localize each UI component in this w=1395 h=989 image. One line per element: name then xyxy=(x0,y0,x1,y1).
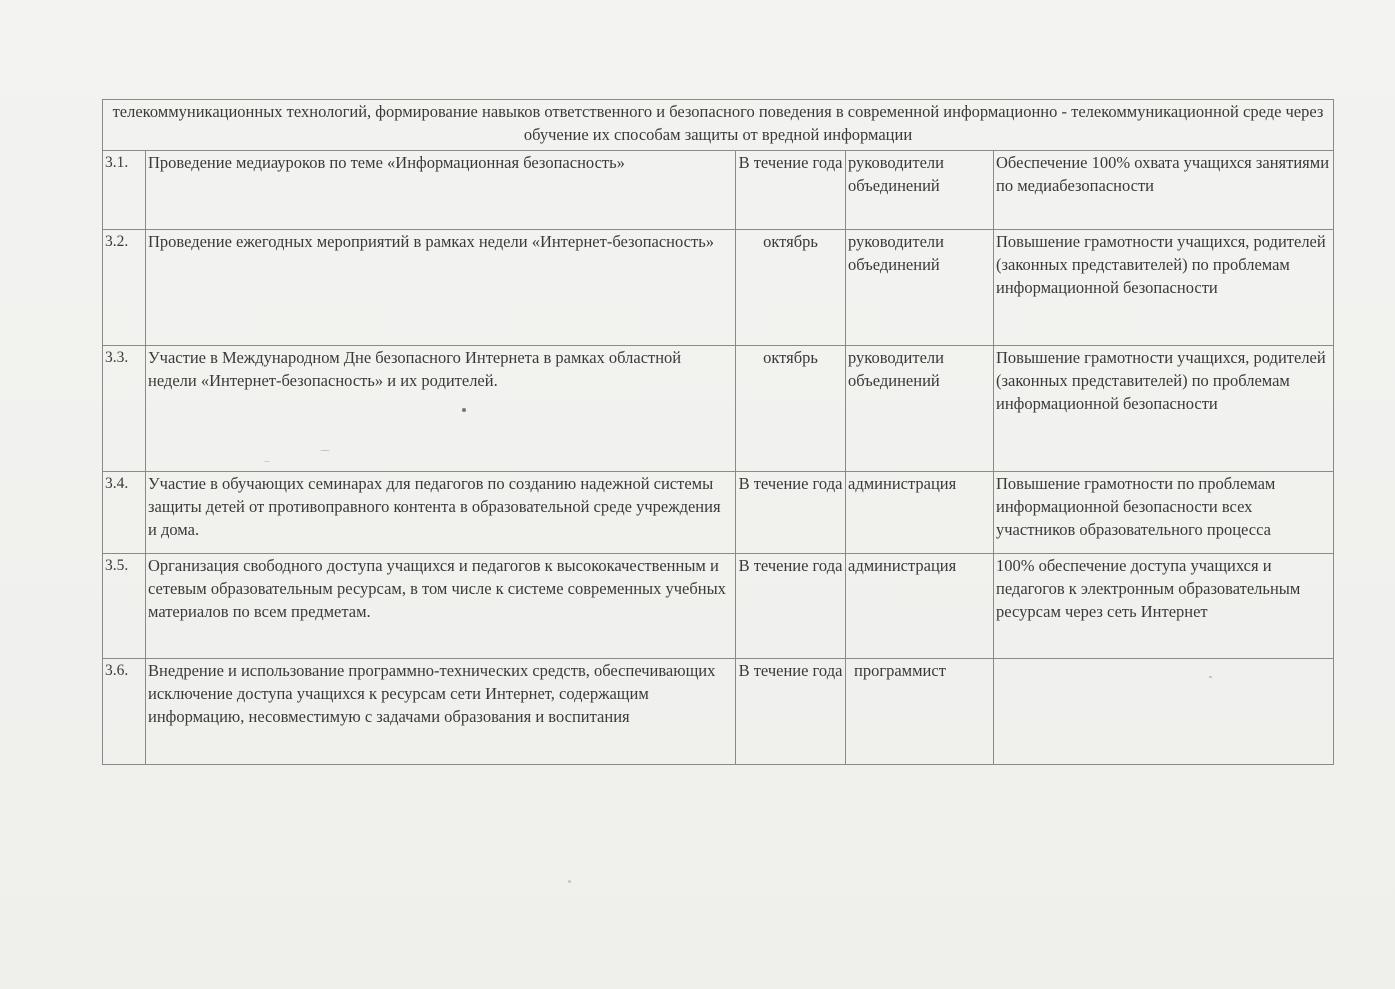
scan-speck xyxy=(568,880,571,883)
responsible-cell: руководители объединений xyxy=(846,346,994,472)
event-cell: Проведение ежегодных мероприятий в рамках недели «Интернет-безопасность» xyxy=(146,230,736,346)
action-plan-table xyxy=(102,99,1334,765)
responsible-cell: администрация xyxy=(846,472,994,554)
result-cell: Повышение грамотности учащихся, родителей (законных представителей) по проблемам информационной безопасности xyxy=(994,346,1334,472)
row-number: 3.5. xyxy=(103,554,146,659)
event-cell: Участие в Международном Дне безопасного Интернета в рамках областной недели «Интернет-безопасность» и их родителей. xyxy=(146,346,736,472)
responsible-cell: программист xyxy=(846,659,994,765)
result-cell: Повышение грамотности по проблемам информационной безопасности всех участников образовательного процесса xyxy=(994,472,1334,554)
term-cell: октябрь xyxy=(736,230,846,346)
event-cell: Организация свободного доступа учащихся и педагогов к высококачественным и сетевым образовательным ресурсам, в том числе к системе современных учебных материалов по всем предметам. xyxy=(146,554,736,659)
responsible-cell: администрация xyxy=(846,554,994,659)
event-cell: Проведение медиауроков по теме «Информационная безопасность» xyxy=(146,151,736,230)
table-row xyxy=(103,554,1334,659)
term-cell: В течение года xyxy=(736,472,846,554)
row-number: 3.3. xyxy=(103,346,146,472)
scan-speck xyxy=(320,450,330,451)
row-number: 3.4. xyxy=(103,472,146,554)
result-cell xyxy=(994,659,1334,765)
scan-speck xyxy=(264,461,270,462)
row-number: 3.1. xyxy=(103,151,146,230)
result-cell: 100% обеспечение доступа учащихся и педагогов к электронным образовательным ресурсам через сеть Интернет xyxy=(994,554,1334,659)
scan-speck xyxy=(462,408,466,412)
table-row xyxy=(103,230,1334,346)
term-cell: В течение года xyxy=(736,554,846,659)
scan-speck xyxy=(1209,676,1212,678)
table-row xyxy=(103,151,1334,230)
event-cell: Внедрение и использование программно-технических средств, обеспечивающих исключение доступа учащихся к ресурсам сети Интернет, содержащим информацию, несовместимую с задачами образования и воспитания xyxy=(146,659,736,765)
table-row xyxy=(103,659,1334,765)
term-cell: В течение года xyxy=(736,659,846,765)
row-number: 3.2. xyxy=(103,230,146,346)
row-number: 3.6. xyxy=(103,659,146,765)
section-header-row xyxy=(103,100,1334,151)
result-cell: Обеспечение 100% охвата учащихся занятиями по медиабезопасности xyxy=(994,151,1334,230)
responsible-cell: руководители объединений xyxy=(846,151,994,230)
responsible-cell: руководители объединений xyxy=(846,230,994,346)
term-cell: октябрь xyxy=(736,346,846,472)
event-cell: Участие в обучающих семинарах для педагогов по созданию надежной системы защиты детей от противоправного контента в образовательной среде учреждения и дома. xyxy=(146,472,736,554)
result-cell: Повышение грамотности учащихся, родителей (законных представителей) по проблемам информационной безопасности xyxy=(994,230,1334,346)
table-row xyxy=(103,472,1334,554)
term-cell: В течение года xyxy=(736,151,846,230)
section-header: телекоммуникационных технологий, формирование навыков ответственного и безопасного поведения в современной информационно - телекоммуникационной среде через обучение их способам защиты от вредной информации xyxy=(103,100,1334,151)
table-row xyxy=(103,346,1334,472)
